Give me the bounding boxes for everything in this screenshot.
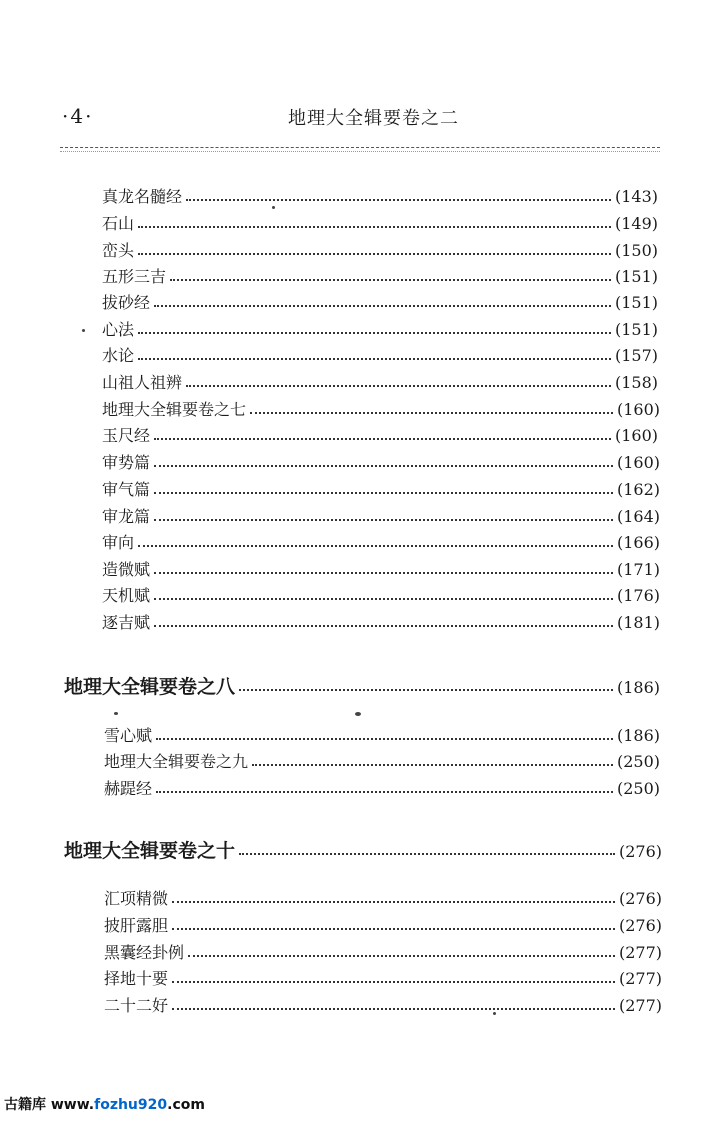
toc-entry-page: (171) bbox=[616, 560, 660, 579]
toc-entry[interactable] bbox=[104, 749, 660, 772]
watermark-prefix: 古籍库 www. bbox=[4, 1097, 95, 1113]
header-rule bbox=[60, 147, 660, 148]
toc-entry-page: (158) bbox=[614, 373, 658, 392]
leader-dots bbox=[154, 437, 611, 440]
toc-section-page: (276) bbox=[618, 842, 662, 861]
toc-entry-title: 五形三吉 bbox=[102, 267, 167, 286]
leader-dots bbox=[154, 571, 613, 574]
leader-dots bbox=[154, 624, 613, 627]
toc-entry-title: 雪心赋 bbox=[104, 726, 153, 745]
header-rule-secondary bbox=[60, 151, 660, 152]
toc-entry-title: 心法 bbox=[102, 320, 135, 339]
toc-entry[interactable] bbox=[102, 610, 660, 633]
toc-entry[interactable] bbox=[104, 886, 662, 909]
leader-dots bbox=[154, 464, 613, 467]
toc-entry-page: (277) bbox=[618, 969, 662, 988]
toc-entry[interactable] bbox=[102, 504, 660, 527]
toc-entry-title: 披肝露胆 bbox=[104, 916, 169, 935]
leader-dots bbox=[172, 900, 615, 903]
scan-speck bbox=[82, 329, 85, 332]
toc-entry-title: 审势篇 bbox=[102, 453, 151, 472]
toc-entry[interactable] bbox=[102, 238, 658, 261]
leader-dots bbox=[154, 597, 613, 600]
running-header-title: 地理大全辑要卷之二 bbox=[288, 108, 459, 129]
toc-entry-page: (276) bbox=[618, 916, 662, 935]
toc-entry-page: (157) bbox=[614, 346, 658, 365]
toc-section-heading[interactable] bbox=[64, 836, 662, 863]
toc-entry-title: 水论 bbox=[102, 346, 135, 365]
toc-entry-page: (151) bbox=[614, 320, 658, 339]
leader-dots bbox=[239, 852, 615, 855]
toc-entry-title: 玉尺经 bbox=[102, 426, 151, 445]
toc-entry-page: (186) bbox=[616, 726, 660, 745]
leader-dots bbox=[239, 688, 613, 691]
toc-entry[interactable] bbox=[102, 370, 658, 393]
leader-dots bbox=[172, 927, 615, 930]
toc-entry-page: (162) bbox=[616, 480, 660, 499]
toc-entry-title: 天机赋 bbox=[102, 586, 151, 605]
toc-entry[interactable] bbox=[102, 264, 658, 287]
toc-entry[interactable] bbox=[104, 913, 662, 936]
toc-entry-title: 地理大全辑要卷之九 bbox=[104, 752, 249, 771]
toc-entry-page: (143) bbox=[614, 187, 658, 206]
leader-dots bbox=[138, 357, 611, 360]
leader-dots bbox=[138, 225, 611, 228]
toc-entry-page: (160) bbox=[616, 400, 660, 419]
toc-entry[interactable] bbox=[102, 290, 658, 313]
toc-entry-title: 地理大全辑要卷之七 bbox=[102, 400, 247, 419]
leader-dots bbox=[186, 384, 611, 387]
toc-entry-title: 汇项精微 bbox=[104, 889, 169, 908]
toc-entry-title: 造微赋 bbox=[102, 560, 151, 579]
leader-dots bbox=[250, 411, 613, 414]
toc-entry-page: (160) bbox=[616, 453, 660, 472]
toc-entry-page: (277) bbox=[618, 996, 662, 1015]
toc-entry-title: 逐吉赋 bbox=[102, 613, 151, 632]
leader-dots bbox=[156, 790, 613, 793]
toc-entry[interactable] bbox=[102, 184, 658, 207]
toc-entry-page: (151) bbox=[614, 267, 658, 286]
leader-dots bbox=[172, 1007, 615, 1010]
site-watermark bbox=[4, 1094, 205, 1114]
toc-entry-page: (181) bbox=[616, 613, 660, 632]
toc-entry[interactable] bbox=[102, 530, 660, 553]
leader-dots bbox=[154, 518, 613, 521]
toc-entry[interactable] bbox=[102, 211, 658, 234]
toc-entry-title: 拔砂经 bbox=[102, 293, 151, 312]
toc-entry[interactable] bbox=[102, 343, 658, 366]
toc-entry-page: (151) bbox=[614, 293, 658, 312]
toc-entry[interactable] bbox=[104, 940, 662, 963]
toc-section-heading[interactable] bbox=[64, 672, 660, 699]
toc-entry[interactable] bbox=[102, 583, 660, 606]
toc-entry[interactable] bbox=[104, 993, 662, 1016]
toc-entry-title: 二十二好 bbox=[104, 996, 169, 1015]
leader-dots bbox=[186, 198, 611, 201]
toc-entry[interactable] bbox=[102, 423, 658, 446]
toc-entry-title: 赫踶经 bbox=[104, 779, 153, 798]
scan-speck bbox=[114, 712, 118, 715]
toc-entry[interactable] bbox=[104, 723, 660, 746]
toc-entry-page: (176) bbox=[616, 586, 660, 605]
toc-entry-page: (150) bbox=[614, 241, 658, 260]
scan-speck bbox=[272, 206, 275, 209]
scan-speck bbox=[493, 1012, 496, 1015]
leader-dots bbox=[252, 763, 613, 766]
toc-entry-title: 黑囊经卦例 bbox=[104, 943, 185, 962]
toc-entry[interactable] bbox=[102, 557, 660, 580]
leader-dots bbox=[138, 331, 611, 334]
watermark-suffix: .com bbox=[167, 1097, 205, 1113]
leader-dots bbox=[138, 544, 613, 547]
toc-entry[interactable] bbox=[102, 317, 658, 340]
toc-entry[interactable] bbox=[102, 477, 660, 500]
toc-section-title: 地理大全辑要卷之八 bbox=[64, 676, 236, 698]
leader-dots bbox=[154, 491, 613, 494]
leader-dots bbox=[138, 252, 611, 255]
toc-entry-page: (149) bbox=[614, 214, 658, 233]
toc-entry-title: 山祖人祖辨 bbox=[102, 373, 183, 392]
toc-entry-title: 峦头 bbox=[102, 241, 135, 260]
leader-dots bbox=[154, 304, 611, 307]
leader-dots bbox=[172, 980, 615, 983]
toc-entry-title: 审气篇 bbox=[102, 480, 151, 499]
leader-dots bbox=[170, 278, 611, 281]
page-number: ·4· bbox=[62, 104, 94, 128]
toc-entry-page: (250) bbox=[616, 752, 660, 771]
toc-entry-page: (276) bbox=[618, 889, 662, 908]
toc-entry-title: 审向 bbox=[102, 533, 135, 552]
toc-section-page: (186) bbox=[616, 678, 660, 697]
toc-entry-title: 石山 bbox=[102, 214, 135, 233]
toc-entry-page: (160) bbox=[614, 426, 658, 445]
watermark-brand: fozhu920 bbox=[94, 1097, 168, 1113]
toc-entry[interactable] bbox=[104, 966, 662, 989]
toc-entry[interactable] bbox=[102, 397, 660, 420]
toc-entry-page: (277) bbox=[618, 943, 662, 962]
toc-entry-page: (250) bbox=[616, 779, 660, 798]
scan-speck bbox=[355, 712, 361, 716]
toc-entry-page: (166) bbox=[616, 533, 660, 552]
toc-entry-page: (164) bbox=[616, 507, 660, 526]
leader-dots bbox=[188, 954, 615, 957]
toc-section-title: 地理大全辑要卷之十 bbox=[64, 840, 236, 862]
toc-entry-title: 真龙名髓经 bbox=[102, 187, 183, 206]
toc-entry[interactable] bbox=[102, 450, 660, 473]
toc-entry-title: 审龙篇 bbox=[102, 507, 151, 526]
leader-dots bbox=[156, 737, 613, 740]
toc-entry[interactable] bbox=[104, 776, 660, 799]
toc-entry-title: 择地十要 bbox=[104, 969, 169, 988]
